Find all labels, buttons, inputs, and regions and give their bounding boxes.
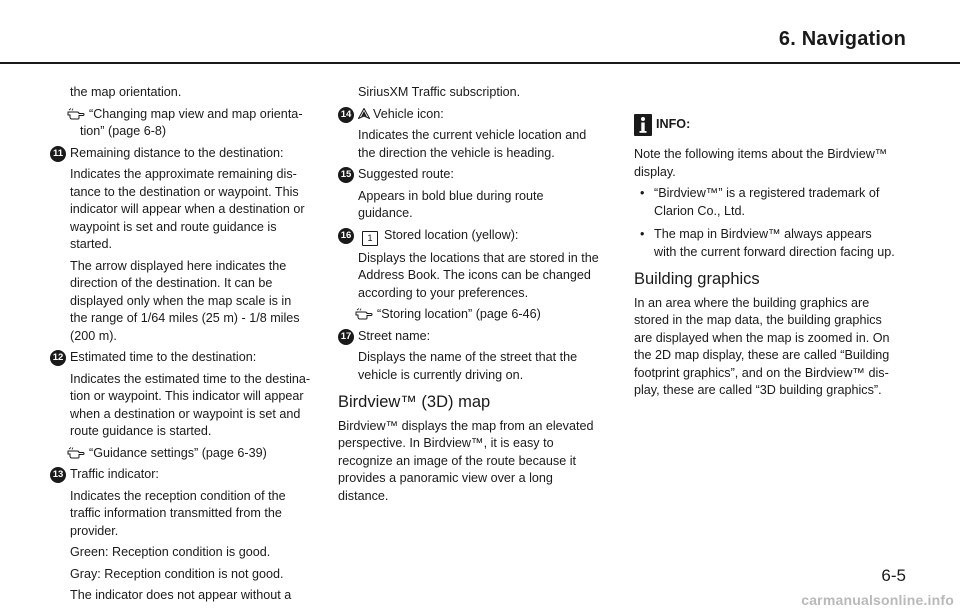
item-number-badge: 12 [50, 350, 66, 366]
info-bullet [634, 185, 896, 220]
bullet-mark: • [640, 186, 645, 200]
column-3 [634, 84, 896, 404]
item-12-description: Indicates the estimated time to the destina-tion or waypoint. This indicator will appear when a destination or waypoint is set and route guidance is started. [70, 371, 311, 438]
item-13-description: Indicates the reception condition of the traffic information transmitted from the provider. [70, 488, 286, 538]
item-title: Estimated time to the destination: [70, 350, 257, 364]
item-number-badge: 11 [50, 146, 66, 162]
info-heading [634, 114, 896, 136]
reference-storing-location[interactable] [338, 306, 600, 324]
column-1 [50, 84, 312, 609]
bullet-text: “Birdview™” is a registered trademark of Clarion Co., Ltd. [654, 186, 880, 218]
list-item-16 [338, 227, 600, 246]
item-16-description: Displays the locations that are stored in the Address Book. The icons can be changed according to your preferences. [358, 250, 599, 300]
item-number-badge: 14 [338, 107, 354, 123]
pointing-hand-icon [67, 445, 89, 463]
list-item-11 [50, 145, 312, 163]
page-number: 6-5 [881, 566, 906, 585]
reference-guidance-settings[interactable] [50, 445, 312, 463]
watermark: carmanualsonline.info [801, 592, 954, 608]
info-bullet [634, 226, 896, 261]
list-item-14 [338, 106, 600, 124]
pointing-hand-icon [355, 306, 377, 324]
item-title: Remaining distance to the destination: [70, 145, 284, 160]
item-number-badge: 15 [338, 167, 354, 183]
item-13-green: Green: Reception condition is good. [70, 545, 271, 559]
info-intro: Note the following items about the Birdview™ display. [634, 147, 888, 179]
item-13-gray: Gray: Reception condition is not good. [70, 566, 284, 581]
list-item-13 [50, 466, 312, 484]
bullet-text: The map in Birdview™ always appears with the current forward direction facing up. [654, 227, 895, 259]
building-graphics-description: In an area where the building graphics are stored in the map data, the building graphics are displayed when the map is zoomed in. On the 2D map display, these are called “Building footprint graphics”, and on the Birdview™ dis-play, these are called “3D building graphics”. [634, 295, 890, 397]
info-icon [634, 114, 652, 136]
list-item-12 [50, 349, 312, 367]
pointing-hand-icon [67, 106, 89, 124]
item-15-description: Appears in bold blue during route guidance. [358, 188, 544, 220]
item-title: Stored location (yellow): [384, 227, 519, 242]
item-14-description: Indicates the current vehicle location and the direction the vehicle is heading. [358, 128, 587, 160]
chapter-title: 6. Navigation [778, 28, 906, 50]
reference-changing-map-view[interactable] [50, 106, 312, 141]
info-label: INFO: [656, 117, 691, 132]
item-17-description: Displays the name of the street that the vehicle is currently driving on. [358, 350, 578, 382]
section-heading-building-graphics: Building graphics [634, 270, 760, 288]
stored-location-icon: 1 [362, 231, 378, 246]
item-11-arrow-note: The arrow displayed here indicates the direction of the destination. It can be displayed only when the map scale is in the range of 1/64 miles (25 m) - 1/8 miles (200 m). [70, 258, 300, 343]
item-11-description: Indicates the approximate remaining dis-tance to the destination or waypoint. This indicator will appear when a destination or waypoint is set and route guidance is started. [70, 167, 305, 251]
intro-text: the map orientation. [70, 85, 182, 99]
section-heading-birdview: Birdview™ (3D) map [338, 393, 491, 411]
item-number-badge: 17 [338, 329, 354, 345]
reference-text: “Changing map view and map orienta-tion” (page 6-8) [80, 106, 303, 138]
vehicle-icon [358, 108, 370, 119]
item-13-note: The indicator does not appear without a [70, 588, 292, 602]
info-block [634, 114, 896, 261]
continued-text: SiriusXM Traffic subscription. [358, 85, 521, 99]
header-rule [0, 62, 960, 64]
reference-text: “Guidance settings” (page 6-39) [89, 445, 267, 460]
bullet-mark: • [640, 227, 645, 241]
reference-text: “Storing location” (page 6-46) [377, 307, 541, 321]
birdview-description: Birdview™ displays the map from an elevated perspective. In Birdview™, it is easy to recognize an image of the route because it provides a panoramic view over a long distance. [338, 418, 594, 503]
column-2 [338, 84, 600, 509]
list-item-15 [338, 166, 600, 184]
item-title: Suggested route: [358, 167, 454, 181]
item-number-badge: 16 [338, 228, 354, 244]
item-title: Street name: [358, 328, 431, 343]
item-title: Vehicle icon: [373, 106, 444, 121]
item-title: Traffic indicator: [70, 467, 159, 481]
item-number-badge: 13 [50, 467, 66, 483]
list-item-17 [338, 328, 600, 346]
